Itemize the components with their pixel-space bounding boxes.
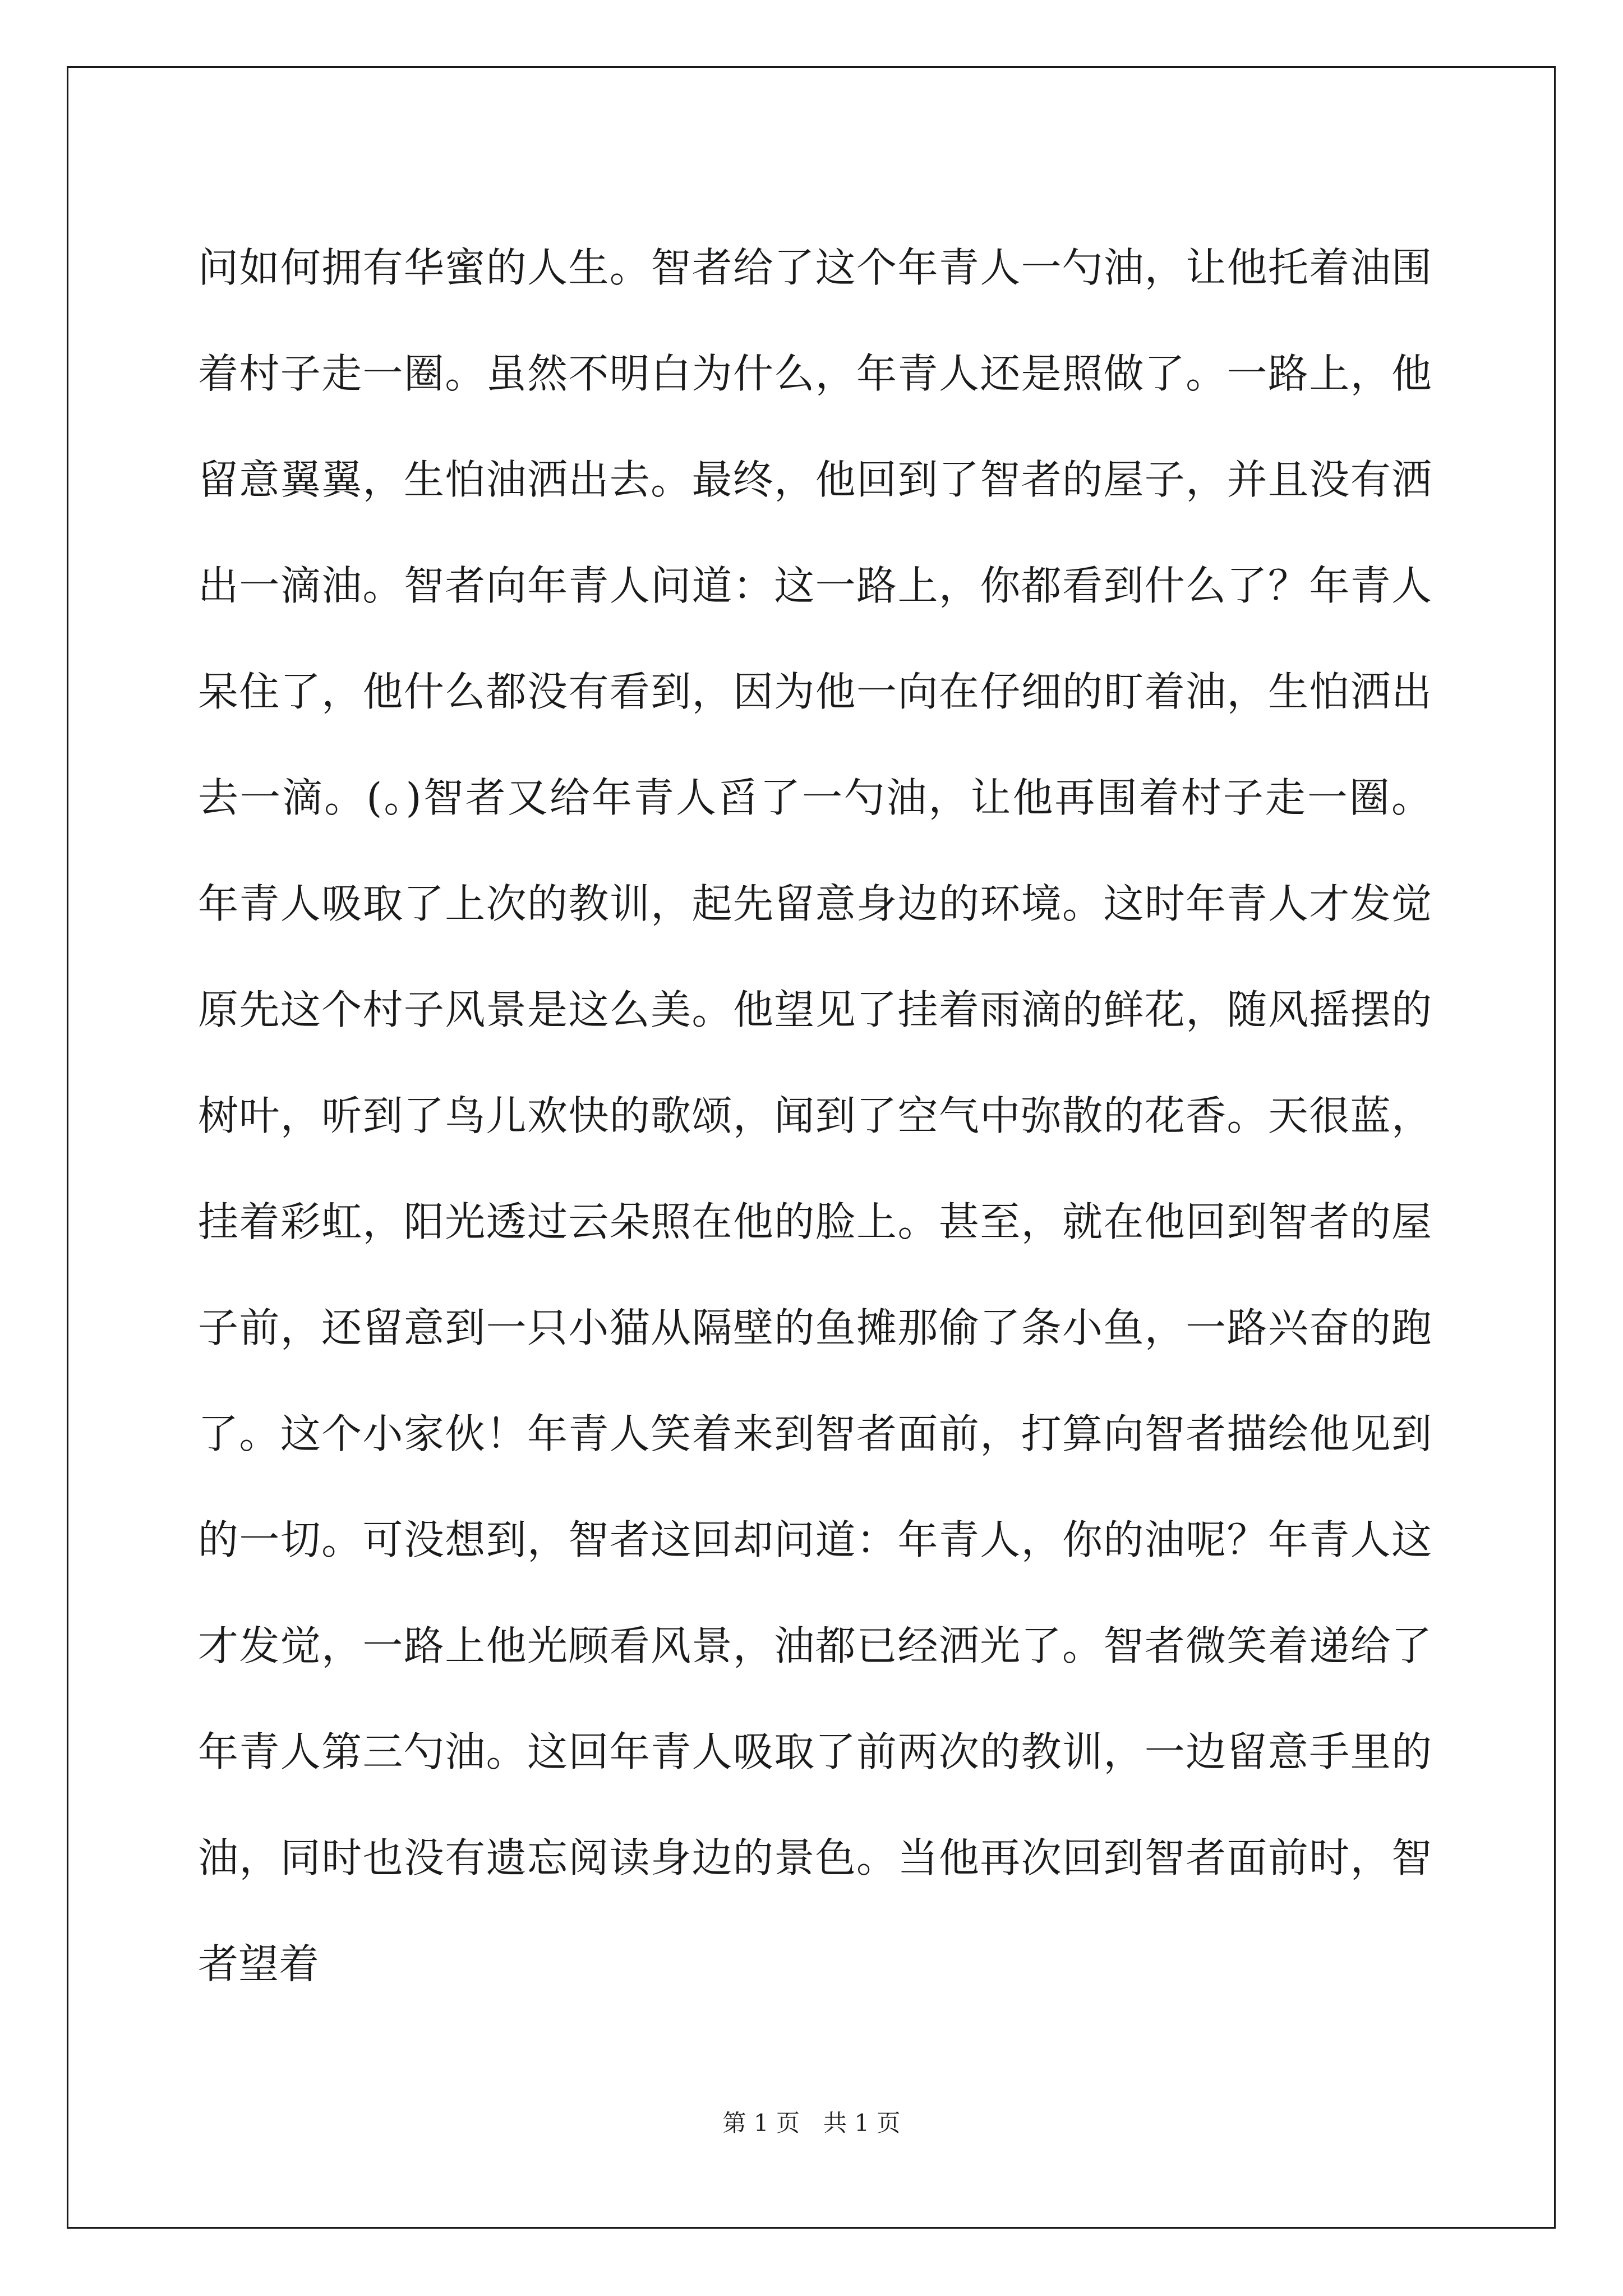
text-line: 才发觉，一路上他光顾看风景，油都已经洒光了。智者微笑着递给了 — [198, 1622, 1432, 1669]
text-line: 树叶，听到了鸟儿欢快的歌颂，闻到了空气中弥散的花香。天很蓝， — [198, 1092, 1432, 1139]
text-line: 了。这个小家伙！年青人笑着来到智者面前，打算向智者描绘他见到 — [198, 1410, 1432, 1457]
text-line: 年青人吸取了上次的教训，起先留意身边的环境。这时年青人才发觉 — [198, 880, 1432, 927]
text-line: 者望着 — [198, 1940, 320, 1987]
text-line: 挂着彩虹，阳光透过云朵照在他的脸上。甚至，就在他回到智者的屋 — [198, 1198, 1432, 1245]
text-line: 原先这个村子风景是这么美。他望见了挂着雨滴的鲜花，随风摇摆的 — [198, 986, 1432, 1033]
text-line: 年青人第三勺油。这回年青人吸取了前两次的教训，一边留意手里的 — [198, 1728, 1432, 1775]
text-line: 着村子走一圈。虽然不明白为什么，年青人还是照做了。一路上，他 — [198, 350, 1432, 397]
text-line: 的一切。可没想到，智者这回却问道：年青人，你的油呢？年青人这 — [198, 1516, 1432, 1563]
text-line: 油，同时也没有遗忘阅读身边的景色。当他再次回到智者面前时，智 — [198, 1834, 1432, 1881]
text-line: 子前，还留意到一只小猫从隔壁的鱼摊那偷了条小鱼，一路兴奋的跑 — [198, 1304, 1432, 1351]
text-line: 去一滴。(。)智者又给年青人舀了一勺油，让他再围着村子走一圈。 — [198, 774, 1432, 821]
page-number-footer: 第 1 页 共 1 页 — [722, 2109, 901, 2137]
body-paragraph — [198, 215, 1432, 2017]
text-line: 留意翼翼，生怕油洒出去。最终，他回到了智者的屋子，并且没有洒 — [198, 456, 1432, 503]
text-line: 问如何拥有华蜜的人生。智者给了这个年青人一勺油，让他托着油围 — [198, 244, 1432, 291]
text-line: 出一滴油。智者向年青人问道：这一路上，你都看到什么了？年青人 — [198, 562, 1432, 609]
text-line: 呆住了，他什么都没有看到，因为他一向在仔细的盯着油，生怕洒出 — [198, 668, 1432, 715]
